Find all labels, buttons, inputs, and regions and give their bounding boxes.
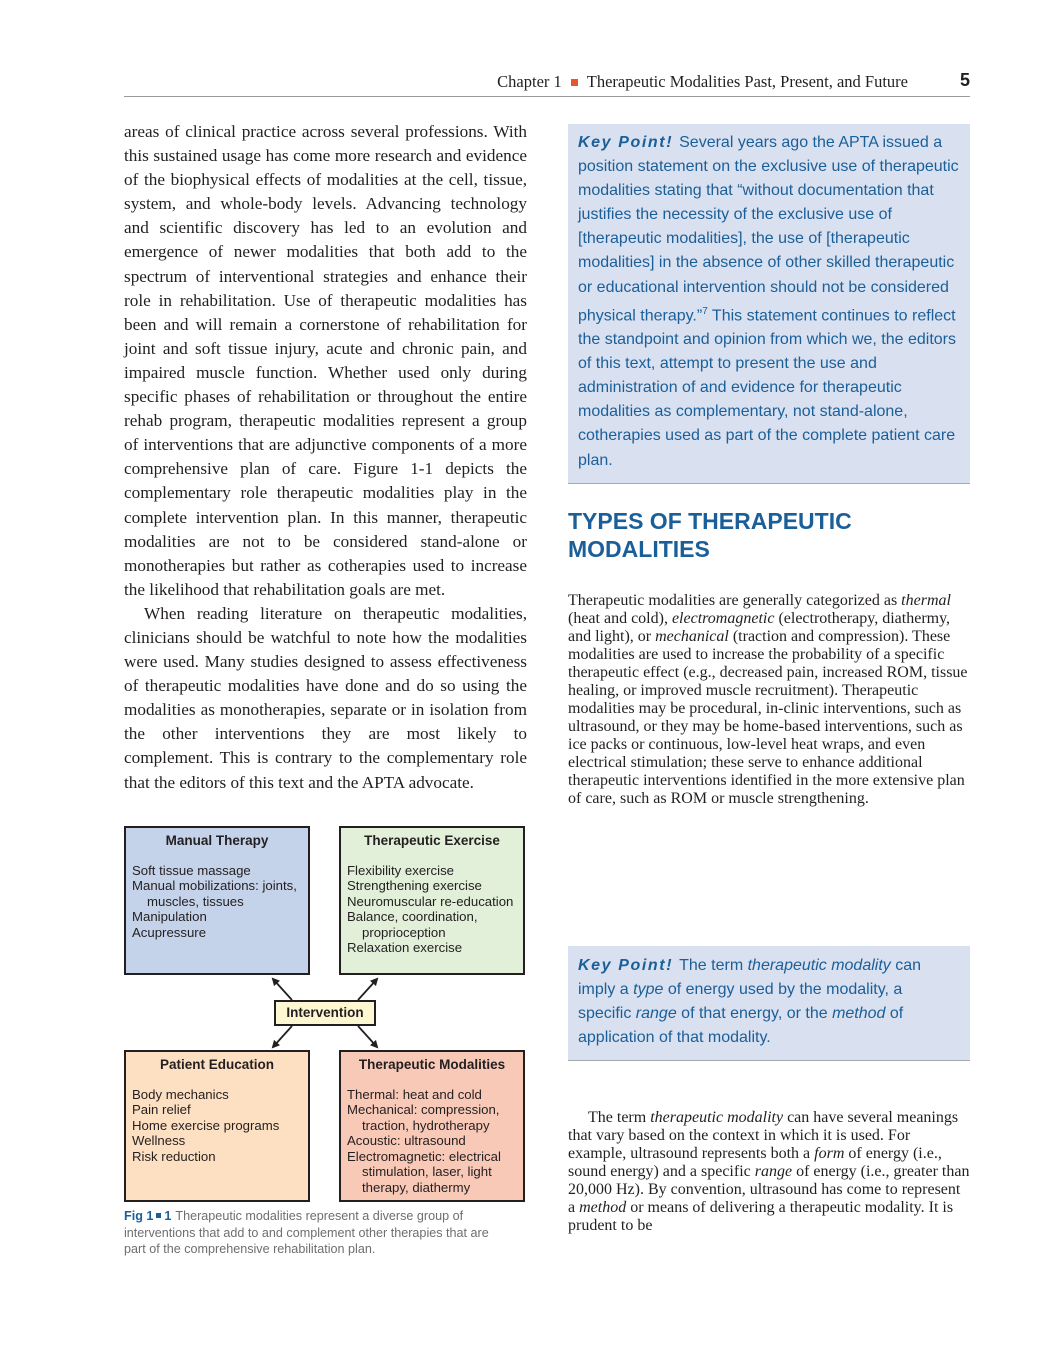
arrow-to-manual-therapy (273, 979, 292, 1000)
left-column (124, 120, 527, 795)
key-point-text: This statement continues to reflect the standpoint and opinion from which we, the editors of this text, attempt to present the use and administration of and evidence for therapeutic modalities as complementary, not stand-alone, cotherapies used as part of the complete patient care plan. (578, 306, 957, 469)
arrow-to-therapeutic-modalities (358, 1026, 377, 1047)
key-point-box (568, 124, 970, 484)
box-item: Wellness (132, 1133, 186, 1148)
box-item: Risk reduction (132, 1148, 216, 1164)
box-title: Manual Therapy (165, 833, 269, 848)
chapter-title: Therapeutic Modalities Past, Present, and Future (586, 72, 908, 91)
page-number: 5 (959, 70, 970, 90)
therapeutic-modalities-box (339, 1050, 525, 1202)
figure-1-1 (120, 820, 540, 1210)
key-point-label: Key Point! (578, 957, 674, 974)
box-item: Strengthening exercise (347, 878, 482, 893)
chapter-heading (497, 72, 908, 92)
arrow-to-therapeutic-exercise (358, 979, 377, 1000)
box-item: stimulation, laser, light (362, 1164, 492, 1179)
box-item: Relaxation exercise (347, 940, 463, 955)
box-title: Patient Education (159, 1057, 274, 1072)
box-item: Manipulation (132, 909, 207, 924)
patient-education-box (124, 1050, 310, 1202)
box-title: Therapeutic Exercise (364, 833, 500, 848)
box-item: Acoustic: ultrasound (347, 1133, 466, 1148)
box-item: Balance, coordination, (347, 909, 478, 924)
chapter-number: Chapter 1 (497, 72, 562, 91)
box-item: therapy, diathermy (362, 1179, 471, 1195)
box-item: traction, hydrotherapy (362, 1117, 490, 1133)
body-paragraph: When reading literature on therapeutic modalities, clinicians should be watchful to note how the modalities were used. Many studies designed to assess effectiveness of therapeutic modalities have done and do so using the modalities as monotherapies, separate or in isolation from the other interventions they are most likely to complement. This is contrary to the complementary role that the editors of this text and the APTA advocate. (124, 603, 527, 792)
manual-therapy-box (124, 826, 310, 975)
right-column-bottom (568, 1093, 970, 1251)
caption-text: Therapeutic modalities represent a diverse group of interventions that add to and complement other therapies that are part of the comprehensive rehabilitation plan. (124, 1209, 489, 1256)
key-point-text: Several years ago the APTA issued a position statement on the exclusive use of therapeutic modalities stating that “without documentation that justifies the necessity of the exclusive use of [therapeutic modalities], the use of [therapeutic modalities] in the absence of other skilled therapeutic or educational intervention should not be considered physical therapy.” (578, 134, 959, 324)
arrow-to-patient-education (273, 1026, 292, 1047)
body-paragraph: The term therapeutic modality can have several meanings that vary based on the context in which it is used. For example, ultrasound represents both a form of energy (i.e., sound energy) and a specific range of energy (i.e., greater than 20,000 Hz). By convention, ultrasound has come to represent a method or means of delivering a therapeutic modality. It is prudent to be (568, 1109, 970, 1234)
body-paragraph: Therapeutic modalities are generally categorized as thermal (heat and cold), electromagnetic (electrotherapy, diathermy, and light), or mechanical (traction and compression). These modalities are used to increase the probability of a specific therapeutic effect (e.g., decreased pain, increased ROM, tissue healing, or improved muscle recruitment). Therapeutic modalities may be procedural, in-clinic interventions, such as ultrasound, or they may be home-based interventions, such as ice packs or continuous, low-level heat wraps, and even electrical stimulation; these serve to enhance additional therapeutic interventions identified in the more extensive plan of care, such as ROM or muscle strengthening. (568, 592, 968, 807)
box-item: Neuromuscular re-education (347, 893, 514, 909)
therapeutic-exercise-box (339, 826, 525, 975)
box-item: Mechanical: compression, (347, 1102, 500, 1117)
bullet-square-icon (156, 1213, 161, 1218)
figure-label: Fig 1 1 (124, 1209, 172, 1223)
figure-caption (124, 1208, 504, 1258)
section-heading: TYPES OF THERAPEUTIC MODALITIES (568, 508, 852, 562)
box-item: Manual mobilizations: joints, (132, 878, 297, 893)
box-item: Thermal: heat and cold (347, 1086, 482, 1102)
box-item: proprioception (362, 924, 446, 940)
box-item: Pain relief (132, 1102, 191, 1117)
right-column-top (568, 576, 970, 824)
citation-superscript: 7 (702, 305, 708, 317)
box-item: Body mechanics (132, 1086, 229, 1102)
box-item: Acupressure (132, 924, 207, 940)
key-point-label: Key Point! (578, 134, 674, 151)
body-paragraph: areas of clinical practice across several professions. With this sustained usage has come more research and evidence of the biophysical effects of modalities at the cell, tissue, system, and whole-body levels. Advancing technology and scientific discovery has led to an evolution and emergence of newer modalities that both add to the spectrum of interventional strategies and enhance their role in rehabilitation. Use of therapeutic modalities has been and will remain a cornerstone of rehabilitation for joint and soft tissue injury, acute and chronic pain, and impaired muscle function. Whether used only during specific phases of rehabilitation or throughout the entire rehab program, therapeutic modalities represent a group of interventions that are adjunctive components of a more comprehensive plan of care. Figure 1-1 depicts the complementary role therapeutic modalities play in the complete intervention plan. In this manner, therapeutic modalities are not to be considered stand-alone or monotherapies but rather as cotherapies used to increase the likelihood that rehabilitation goals are met. (124, 122, 527, 599)
box-item: Home exercise programs (132, 1117, 280, 1133)
box-item: Electromagnetic: electrical (347, 1148, 501, 1164)
bullet-square-icon (571, 79, 578, 86)
box-item: muscles, tissues (147, 893, 244, 909)
box-item: Soft tissue massage (132, 862, 251, 878)
box-title: Therapeutic Modalities (358, 1057, 506, 1072)
intervention-box: Intervention (274, 1000, 376, 1026)
running-header (124, 70, 970, 97)
box-item: Flexibility exercise (347, 862, 454, 878)
key-point-box: Key Point! The term therapeutic modality can imply a type of energy used by the modality, a specific range of that energy, or the method of application of that modality. (568, 946, 970, 1061)
